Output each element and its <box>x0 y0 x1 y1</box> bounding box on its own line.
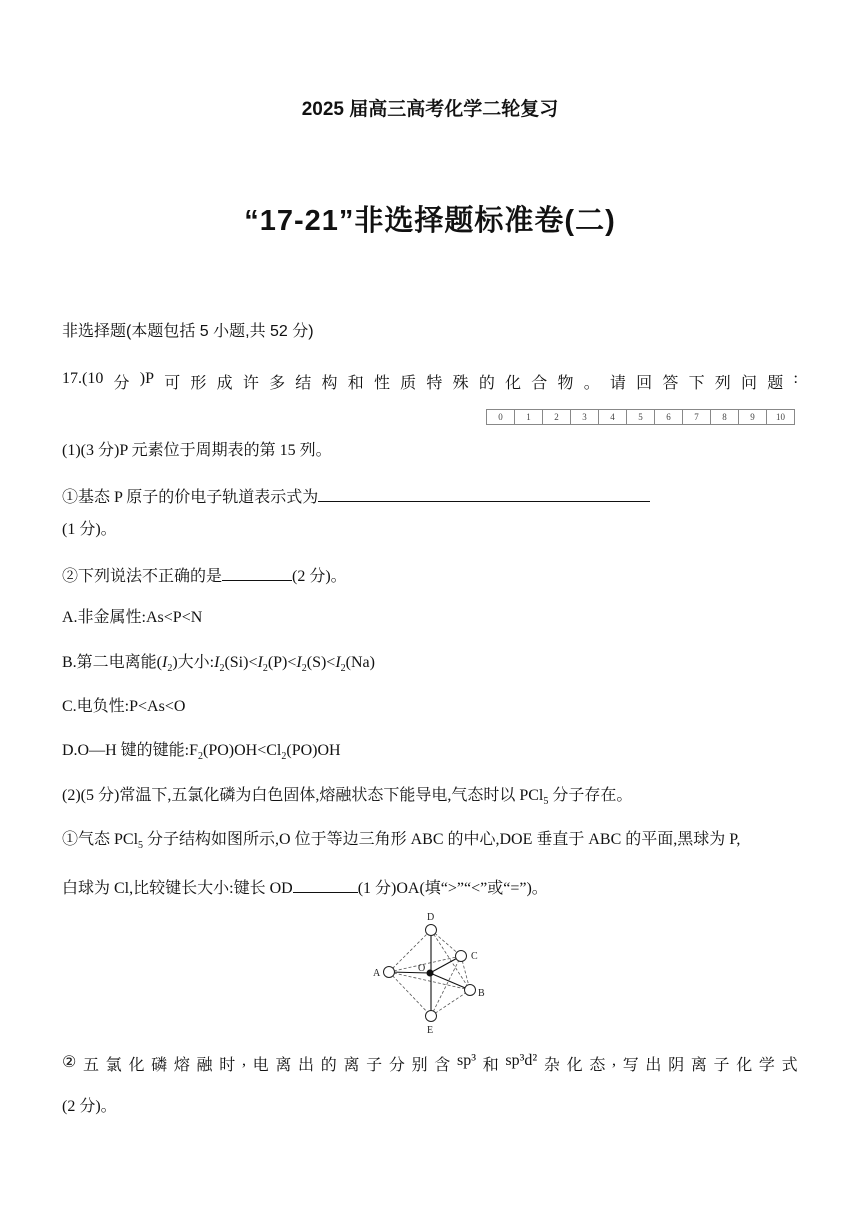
intro-char: : <box>793 370 798 387</box>
intro-char: 分 <box>113 375 130 392</box>
label-b: B <box>478 988 485 999</box>
ionization-item: $I_2(S)<$ <box>296 654 336 675</box>
score-box[interactable]: 8 <box>710 410 738 424</box>
option-b-mid: )大小: <box>172 654 215 671</box>
intro-char: )P <box>139 370 154 387</box>
question-1-1-score: (1 分)。 <box>62 521 117 538</box>
option-b-items <box>214 654 375 675</box>
option-b-i: I <box>162 654 168 671</box>
question-2-2-char: 和 <box>482 1057 499 1074</box>
option-b-prefix: B.第二电离能( <box>62 654 163 671</box>
question-2-2-char: 态 <box>589 1057 606 1074</box>
label-c: C <box>471 951 478 962</box>
question-2-2-score: (2 分)。 <box>62 1098 117 1115</box>
question-2-2-char: 离 <box>275 1057 292 1074</box>
score-box[interactable]: 6 <box>654 410 682 424</box>
intro-char: 性 <box>373 375 390 392</box>
question-2-2-char: 别 <box>411 1057 428 1074</box>
question-2-2-char: 化 <box>128 1057 145 1074</box>
intro-char: 答 <box>662 375 679 392</box>
label-e: E <box>427 1025 434 1036</box>
question-17-intro <box>62 370 798 393</box>
intro-char: 形 <box>190 375 207 392</box>
intro-char: 质 <box>400 375 417 392</box>
option-d <box>62 741 341 767</box>
question-2-2-char: 出 <box>298 1057 315 1074</box>
answer-blank-orbital[interactable] <box>318 485 650 502</box>
answer-blank-bond-length[interactable] <box>293 876 358 893</box>
answer-blank-incorrect[interactable] <box>222 564 292 581</box>
question-2-2-char: 子 <box>713 1057 730 1074</box>
question-2-2-char: 融 <box>196 1057 213 1074</box>
document-subtitle: 2025 届高三高考化学二轮复习 <box>301 99 559 120</box>
question-2-2-char: 化 <box>566 1057 583 1074</box>
option-d-prefix: D.O—H 键的键能:F <box>62 742 199 759</box>
question-2-2-char: 阴 <box>668 1057 685 1074</box>
ionization-item: $I_2(Si)<$ <box>214 654 258 675</box>
score-box[interactable]: 5 <box>626 410 654 424</box>
intro-char: 特 <box>426 375 443 392</box>
part-2-heading-a: (2)(5 分)常温下,五氯化磷为白色固体,熔融状态下能导电,气态时以 PCl <box>62 787 544 804</box>
question-2-2-char: 氯 <box>105 1057 122 1074</box>
question-2-1-line2 <box>62 876 548 899</box>
question-2-2-char: 杂 <box>543 1057 560 1074</box>
question-2-2-char: 熔 <box>173 1057 190 1074</box>
atom-a <box>384 967 395 978</box>
intro-char: 结 <box>295 375 312 392</box>
intro-char: 的 <box>478 375 495 392</box>
option-b <box>62 653 375 679</box>
document-title: “17-21”非选择题标准卷(二) <box>244 205 616 237</box>
question-1-1-text: ①基态 P 原子的价电子轨道表示式为 <box>62 489 319 506</box>
intro-char: 问 <box>741 375 758 392</box>
part-2-heading-sub: 5 <box>543 796 549 808</box>
question-2-2-char: 磷 <box>151 1057 168 1074</box>
atom-d <box>426 925 437 936</box>
question-1-2 <box>62 564 347 587</box>
intro-char: 成 <box>216 375 233 392</box>
intro-char: 题 <box>767 375 784 392</box>
question-2-2-char: 化 <box>736 1057 753 1074</box>
score-box[interactable]: 10 <box>766 410 794 424</box>
question-2-2-char: 分 <box>388 1057 405 1074</box>
intro-char: 物 <box>557 375 574 392</box>
intro-char: 和 <box>347 375 364 392</box>
label-o: O <box>418 963 426 974</box>
question-2-2-char: 的 <box>320 1057 337 1074</box>
question-2-2-char: 式 <box>781 1057 798 1074</box>
question-2-1-line1-sub: 5 <box>138 840 144 852</box>
question-2-1-line1-a: ①气态 PCl <box>62 831 139 848</box>
option-b-sub: 2 <box>167 663 173 675</box>
pcl5-structure-diagram <box>368 908 498 1038</box>
score-box[interactable]: 7 <box>682 410 710 424</box>
score-box[interactable]: 3 <box>570 410 598 424</box>
score-box[interactable]: 4 <box>598 410 626 424</box>
question-1-2-prefix: ②下列说法不正确的是 <box>62 568 223 585</box>
option-a: A.非金属性:As<P<N <box>62 609 203 626</box>
ionization-item: $I_2(P)<$ <box>257 654 297 675</box>
question-2-2-char: , <box>612 1052 617 1069</box>
option-d-sub2: 2 <box>281 751 287 763</box>
question-2-2-char: 写 <box>622 1057 639 1074</box>
intro-char: 请 <box>609 375 626 392</box>
question-2-2-char: 五 <box>83 1057 100 1074</box>
question-2-2-char: sp³ <box>456 1052 476 1069</box>
intro-char: 多 <box>269 375 286 392</box>
question-2-1-line2-a: 白球为 Cl,比较键长大小:键长 OD <box>62 880 293 897</box>
part-2-heading <box>62 786 632 812</box>
option-d-sub1: 2 <box>198 751 204 763</box>
intro-char: 构 <box>321 375 338 392</box>
question-2-2-char: 电 <box>252 1057 269 1074</box>
intro-char: 17.(10 <box>62 370 104 387</box>
score-box[interactable]: 2 <box>542 410 570 424</box>
question-2-2-char: ② <box>62 1054 77 1071</box>
question-2-2-char: 含 <box>434 1057 451 1074</box>
atom-e <box>426 1011 437 1022</box>
atom-b <box>465 985 476 996</box>
question-2-1-line1 <box>62 830 740 856</box>
option-c: C.电负性:P<As<O <box>62 698 186 715</box>
intro-char: 殊 <box>452 375 469 392</box>
question-1-2-suffix: (2 分)。 <box>292 568 347 585</box>
question-2-1-line2-b: (1 分)OA(填“>”“<”或“=”)。 <box>357 880 548 897</box>
question-1-1 <box>62 485 650 508</box>
score-box[interactable]: 9 <box>738 410 766 424</box>
intro-char: 许 <box>242 375 259 392</box>
atom-p <box>427 970 434 977</box>
question-2-2-char: sp³d² <box>505 1052 538 1069</box>
score-box[interactable]: 0 <box>498 412 503 422</box>
intro-char: 下 <box>688 375 705 392</box>
question-2-2-char: 子 <box>366 1057 383 1074</box>
question-2-2-char: 离 <box>690 1057 707 1074</box>
intro-char: 可 <box>164 375 181 392</box>
part-2-heading-b: 分子存在。 <box>548 787 633 804</box>
option-d-end: (PO)OH <box>286 742 341 759</box>
intro-char: 化 <box>505 375 522 392</box>
intro-char: 。 <box>583 375 600 392</box>
intro-char: 回 <box>636 375 653 392</box>
score-box[interactable]: 1 <box>514 410 542 424</box>
atom-c <box>456 951 467 962</box>
intro-char: 合 <box>531 375 548 392</box>
question-2-2 <box>62 1052 798 1075</box>
question-2-2-char: , <box>241 1052 246 1069</box>
score-scale <box>486 409 795 425</box>
question-2-2-char: 出 <box>645 1057 662 1074</box>
question-2-2-char: 时 <box>219 1057 236 1074</box>
question-2-2-char: 离 <box>343 1057 360 1074</box>
option-d-mid: (PO)OH<Cl <box>203 742 282 759</box>
label-a: A <box>373 968 381 979</box>
section-heading: 非选择题(本题包括 5 小题,共 52 分) <box>62 323 314 340</box>
label-d: D <box>427 912 435 923</box>
question-2-1-line1-b: 分子结构如图所示,O 位于等边三角形 ABC 的中心,DOE 垂直于 ABC 的平面,黑球为 P, <box>143 831 741 848</box>
intro-char: 列 <box>714 375 731 392</box>
question-2-2-char: 学 <box>758 1057 775 1074</box>
part-1-heading: (1)(3 分)P 元素位于周期表的第 15 列。 <box>62 442 332 459</box>
ionization-item: $I_2(Na)$ <box>335 654 375 675</box>
